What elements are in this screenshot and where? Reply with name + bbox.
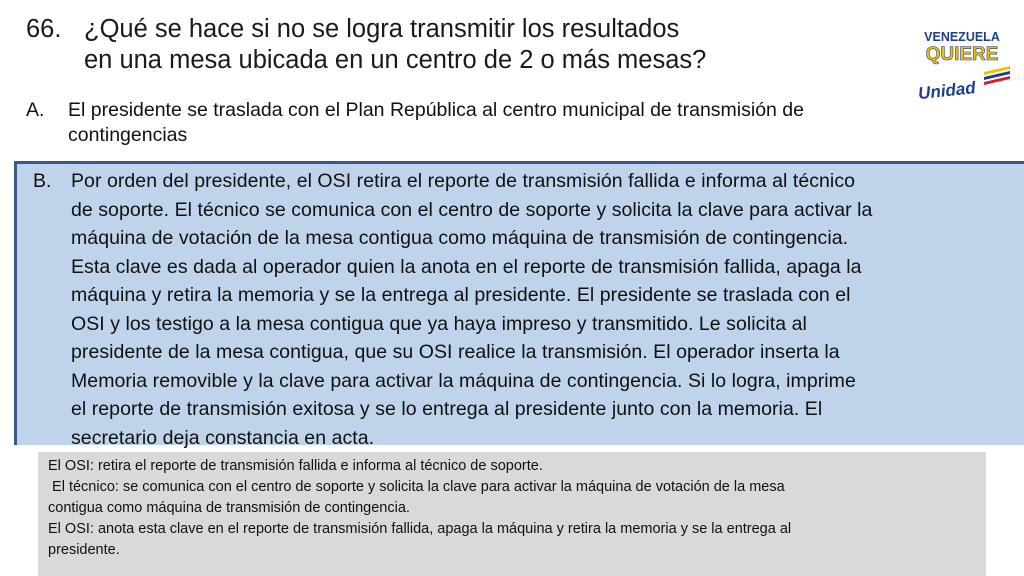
option-a-label: A. — [26, 99, 45, 121]
note-line: contigua como máquina de transmisión de contingencia. — [48, 500, 410, 516]
option-b-line: Por orden del presidente, el OSI retira el reporte de transmisión fallida e informa al técnico — [71, 170, 856, 192]
note-line: El técnico: se comunica con el centro de soporte y solicita la clave para activar la máquina de votación de la mesa — [48, 479, 785, 495]
option-a-line: El presidente se traslada con el Plan República al centro municipal de transmisión de — [68, 99, 804, 121]
option-b-line: Memoria removible y la clave para activar la máquina de contingencia. Si lo logra, imprime — [71, 369, 856, 392]
logo-bottom-text: Unidad — [917, 78, 977, 104]
note-line: El OSI: anota esta clave en el reporte de transmisión fallida, apaga la máquina y retira la memoria y se la entrega al — [48, 521, 792, 537]
option-b-line: presidente de la mesa contigua, que su OSI realice la transmisión. El operador inserta la — [71, 341, 840, 363]
option-b-line: el reporte de transmisión exitosa y se lo entrega al presidente junto con la memoria. El — [71, 398, 823, 420]
note-line: presidente. — [48, 542, 120, 558]
option-b-line: Esta clave es dada al operador quien la anota en el reporte de transmisión fallida, apaga la — [71, 255, 862, 278]
option-b-highlighted — [14, 161, 1024, 449]
logo-top-text: VENEZUELA — [924, 30, 1000, 44]
logo-stripes — [984, 66, 1010, 85]
option-b-label: B. — [33, 170, 52, 192]
title-line-1: ¿Qué se hace si no se logra transmitir los resultados — [84, 15, 680, 43]
explanation-note-box — [38, 452, 986, 576]
option-b-line: de soporte. El técnico se comunica con el centro de soporte y solicita la clave para activar la — [71, 198, 873, 221]
question-number: 66. — [26, 15, 62, 43]
option-b-text — [71, 167, 1021, 452]
option-b-line: OSI y los testigo a la mesa contigua que ya haya impreso y transmitido. Le solicita al — [71, 312, 807, 335]
option-b-line: máquina y retira la memoria y se la entrega al presidente. El presidente se traslada con el — [71, 284, 851, 306]
option-a-line: contingencias — [68, 124, 188, 146]
option-b-line: secretario deja constancia en acta. — [71, 426, 375, 449]
option-a-text — [68, 98, 1008, 148]
venezuela-quiere-unidad-logo — [912, 22, 1012, 106]
title-line-2: en una mesa ubicada en un centro de 2 o más mesas? — [84, 46, 707, 74]
logo-middle-text: QUIERE — [925, 44, 999, 65]
note-line: El OSI: retira el reporte de transmisión fallida e informa al técnico de soporte. — [48, 458, 543, 474]
option-b-line: máquina de votación de la mesa contigua como máquina de transmisión de contingencia. — [71, 227, 849, 249]
